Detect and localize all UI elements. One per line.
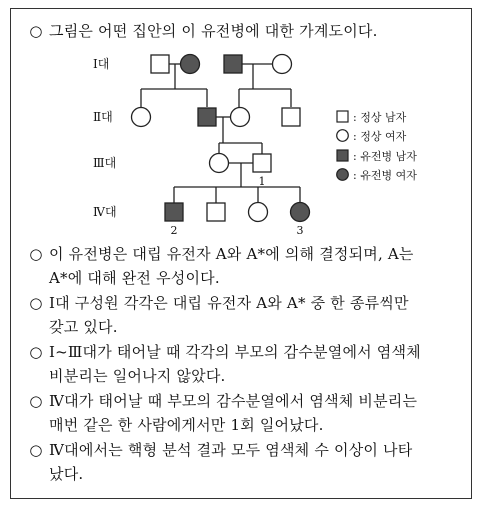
legend	[337, 110, 418, 182]
gen3-male-normal-1	[253, 154, 271, 172]
bullet-mark: ○	[29, 245, 43, 263]
gen2-female-normal	[132, 108, 151, 127]
gen2-female-normal	[231, 108, 250, 127]
member-number-2: 2	[170, 224, 178, 237]
legend-affected-female-icon	[337, 169, 349, 181]
gen4-female-normal	[249, 203, 268, 222]
bullet-mark: ○	[29, 294, 43, 312]
condition-line: A*에 대해 완전 우성이다.	[49, 269, 220, 287]
bullet-mark: ○	[29, 441, 43, 459]
condition-line: 이 유전병은 대립 유전자 A와 A*에 의해 결정되며, A는	[49, 245, 414, 263]
gen1-female-normal	[273, 55, 292, 74]
condition-line: Ⅳ대에서는 핵형 분석 결과 모두 염색체 수 이상이 나타	[49, 441, 413, 459]
gen3-female-normal	[210, 154, 229, 173]
pedigree-diagram	[11, 47, 471, 247]
problem-frame	[10, 8, 472, 499]
bullet-mark: ○	[29, 392, 43, 410]
condition-2	[27, 291, 467, 339]
gen4-female-affected-3	[291, 203, 310, 222]
gen-label-1: Ⅰ대	[93, 57, 110, 71]
legend-affected-male-icon	[337, 150, 348, 161]
bullet-mark: ○	[29, 22, 43, 40]
legend-normal-male-icon	[337, 111, 348, 122]
condition-line: Ⅰ~Ⅲ대가 태어날 때 각각의 부모의 감수분열에서 염색체	[49, 343, 421, 361]
gen1-male-normal	[151, 55, 169, 73]
legend-label-affected-male: : 유전병 남자	[353, 150, 417, 163]
gen1-male-affected	[224, 55, 242, 73]
pedigree-members	[132, 55, 310, 222]
condition-line: Ⅳ대가 태어날 때 부모의 감수분열에서 염색체 비분리는	[49, 392, 418, 410]
condition-line: 났다.	[49, 465, 84, 483]
gen-label-3: Ⅲ대	[93, 156, 117, 170]
gen2-male-normal	[282, 108, 300, 126]
gen4-male-affected-2	[165, 203, 183, 221]
legend-label-normal-female: : 정상 여자	[353, 130, 407, 143]
gen-label-2: Ⅱ대	[93, 110, 113, 124]
condition-line: 비분리는 일어나지 않았다.	[49, 367, 226, 385]
gen-label-4: Ⅳ대	[93, 205, 117, 219]
intro-line: 그림은 어떤 집안의 이 유전병에 대한 가계도이다.	[49, 22, 378, 40]
member-number-1: 1	[258, 175, 266, 188]
condition-4	[27, 389, 467, 437]
member-number-3: 3	[296, 224, 304, 237]
condition-1	[27, 242, 467, 290]
condition-5	[27, 438, 467, 486]
intro-text	[27, 19, 467, 43]
legend-label-normal-male: : 정상 남자	[353, 111, 407, 124]
condition-3	[27, 340, 467, 388]
gen4-male-normal	[207, 203, 225, 221]
condition-line: 매번 같은 한 사람에게서만 1회 일어났다.	[49, 416, 324, 434]
legend-normal-female-icon	[337, 130, 349, 142]
member-numbers	[171, 175, 304, 237]
gen2-male-affected	[198, 108, 216, 126]
legend-label-affected-female: : 유전병 여자	[353, 169, 417, 182]
condition-line: 갖고 있다.	[49, 318, 118, 336]
gen1-female-affected	[181, 55, 200, 74]
pedigree-lines	[141, 64, 300, 203]
condition-line: Ⅰ대 구성원 각각은 대립 유전자 A와 A* 중 한 종류씩만	[49, 294, 409, 312]
bullet-mark: ○	[29, 343, 43, 361]
generation-labels	[93, 56, 117, 219]
